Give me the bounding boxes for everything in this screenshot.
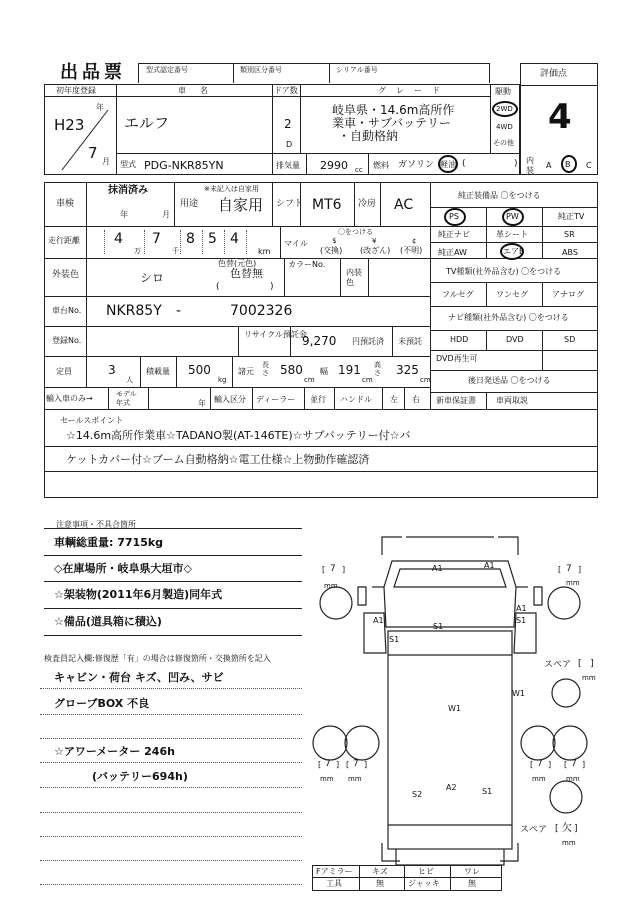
recycle-paid: 円預託済	[352, 337, 384, 346]
usage-label: 用途	[180, 199, 199, 209]
inspector-line-1: キャビン・荷台 キズ、凹み、サビ	[54, 671, 224, 684]
capacity-value: 3	[108, 363, 116, 377]
mileage-opt1-mark: $	[332, 237, 337, 245]
displacement-label: 排気量	[276, 161, 300, 170]
tire-fl-bracket-close: ]	[342, 565, 346, 574]
mark-s1-left: S1	[389, 635, 400, 644]
legend-v2: 無	[376, 879, 384, 888]
legend-h3: ヒビ	[418, 867, 434, 876]
inspection-year-unit: 年	[120, 210, 128, 219]
dims-label: 諸元	[238, 367, 254, 376]
fuel-paren-open: (	[462, 159, 466, 169]
mark-w1-right: W1	[512, 689, 525, 698]
import-label: 輸入車のみ→	[46, 394, 93, 403]
vehicle-diagram	[300, 525, 600, 870]
inspector-line-2: グローブBOX 不良	[54, 697, 150, 710]
mileage-label: 走行距離	[48, 236, 80, 245]
cc-unit: cc	[355, 166, 363, 174]
mileage-digit-1: 4	[114, 231, 123, 247]
equip-aw: 純正AW	[438, 248, 467, 257]
tire-fr-bracket: [	[558, 565, 562, 574]
aircon-value: AC	[394, 197, 414, 213]
tire-fr-value: 7	[566, 564, 572, 574]
height-cm: cm	[420, 376, 431, 384]
tire-rl2-bracket: [	[346, 760, 350, 769]
door-unit: D	[286, 140, 293, 149]
width-label: 幅	[320, 367, 328, 376]
car-name-label: 車名	[178, 86, 222, 95]
color-no-label: カラーNo.	[288, 260, 326, 269]
legend-v1: 工具	[326, 879, 342, 888]
drive-2wd: 2WD	[496, 105, 513, 113]
first-reg-year: H23	[54, 116, 85, 134]
tire-rr2-value: 7	[571, 759, 577, 769]
aftermarket-warranty: 新車保証書	[436, 396, 476, 405]
tire-rl2-bracket-close: ]	[364, 760, 368, 769]
chassis-dash: -	[176, 303, 182, 319]
spare1-bracket: [ ]	[578, 659, 594, 669]
navi-dvd: DVD	[506, 335, 524, 344]
height-label: 高さ	[374, 361, 381, 377]
chassis-number: 7002326	[230, 303, 293, 319]
mark-w1-center: W1	[448, 704, 461, 713]
repaint-value: 色替無	[230, 267, 263, 280]
length-cm: cm	[304, 376, 315, 384]
grade-line-1: 岐阜県・14.6m高所作	[332, 103, 455, 117]
equip-abs: ABS	[562, 248, 578, 257]
mileage-opt2-mark: ¥	[372, 237, 377, 245]
month-label: 月	[102, 157, 110, 166]
mark-s1-center: S1	[433, 622, 444, 631]
spare1-label: スペア	[544, 660, 572, 670]
form-title: 出品票	[60, 62, 126, 83]
tire-rl1-value: 7	[325, 759, 331, 769]
equip-tv: 純正TV	[558, 212, 585, 221]
import-class-label: 輸入区分	[214, 395, 246, 404]
handle-right: 右	[412, 395, 420, 404]
interior-color-label: 内装色	[346, 268, 362, 287]
load-unit: kg	[218, 376, 227, 384]
tv-title: TV種類(社外品含む) 〇をつける	[446, 267, 562, 276]
mileage-opt3: (不明)	[400, 246, 423, 255]
navi-dvd-play: DVD再生可	[436, 354, 478, 363]
tv-analog: アナログ	[552, 290, 584, 299]
spare2-unit: mm	[562, 839, 576, 847]
capacity-unit: 人	[126, 376, 133, 384]
spare2-bracket-open: [	[555, 824, 559, 834]
aircon-label: 冷房	[358, 199, 377, 209]
tire-rr1-bracket: [	[530, 760, 534, 769]
sales-points-line1: ☆14.6m高所作業車☆TADANO製(AT-146TE)☆サブバッテリー付☆バ	[66, 429, 411, 442]
rating-value: 4	[548, 97, 572, 137]
equipment-title: 純正装備品 〇をつける	[458, 191, 541, 200]
tire-rr2-bracket: [	[564, 760, 568, 769]
equip-pw: PW	[506, 212, 519, 221]
model-label: 型式	[120, 160, 136, 169]
drive-label: 駆動	[495, 87, 511, 96]
sales-points-label: セールスポイント	[60, 416, 124, 425]
legend-v3: ジャッキ	[408, 879, 440, 888]
km-unit: km	[258, 247, 271, 256]
equip-ps: PS	[449, 212, 459, 221]
tire-fl-value: 7	[330, 564, 336, 574]
length-value: 580	[280, 363, 303, 377]
equip-airbag: エアB	[503, 247, 525, 256]
legend-h2: キズ	[372, 867, 388, 876]
tire-rr2-bracket-close: ]	[582, 760, 586, 769]
length-label: 長さ	[262, 361, 269, 377]
note-line-2: ◇在庫場所・岐阜県大垣市◇	[54, 562, 192, 575]
mark-s1-right: S1	[516, 616, 527, 625]
equip-navi: 純正ナビ	[438, 230, 470, 239]
mileage-digit-4: 5	[208, 231, 217, 247]
shift-label: シフト	[276, 199, 304, 209]
spare2-value: 欠	[562, 823, 572, 834]
mileage-digit-5: 4	[230, 231, 239, 247]
drive-4wd: 4WD	[496, 123, 513, 131]
navi-title: ナビ種類(社外品含む) 〇をつける	[448, 313, 569, 322]
notes-label: 注意事項・不具合箇所	[56, 520, 136, 529]
mark-s2: S2	[412, 790, 423, 799]
load-value: 500	[188, 363, 211, 377]
tire-fr-unit: mm	[566, 579, 580, 587]
import-year-unit: 年	[198, 399, 206, 408]
mileage-digit-2: 7	[152, 231, 161, 247]
usage-note: ※未記入は自家用	[204, 185, 259, 193]
inspection-month-unit: 月	[162, 210, 170, 219]
handle-left: 左	[390, 395, 398, 404]
interior-a: A	[546, 161, 552, 170]
interior-label: 内装	[526, 156, 534, 175]
recycle-value: 9,270	[302, 334, 337, 348]
repaint-label: 色替(元色)	[218, 259, 257, 268]
mile-label: マイル	[284, 239, 308, 248]
mileage-digit-3: 8	[186, 231, 195, 247]
grade-line-3: ・自動格納	[338, 129, 399, 143]
mileage-opt1: (交換)	[320, 246, 343, 255]
inspector-line-5: (バッテリー694h)	[92, 770, 188, 783]
interior-c: C	[586, 161, 592, 170]
tire-rl1-bracket: [	[318, 760, 322, 769]
tire-rl1-bracket-close: ]	[336, 760, 340, 769]
doors-label: ドア数	[274, 86, 298, 95]
fuel-diesel: 軽油	[440, 160, 456, 169]
first-reg-label: 初年度登録	[56, 86, 96, 95]
note-line-3: ☆架装物(2011年6月製造)同年式	[54, 588, 223, 601]
tv-fullseg: フルセグ	[442, 290, 474, 299]
doors-value: 2	[284, 117, 292, 131]
fuel-gasoline: ガソリン	[398, 160, 435, 170]
inspection-value: 抹消済み	[108, 185, 148, 196]
spare2-bracket-close: ]	[574, 824, 578, 834]
navi-hdd: HDD	[450, 335, 469, 344]
car-name: エルフ	[124, 114, 170, 132]
rating-label: 評価点	[540, 69, 568, 79]
spare1-unit: mm	[582, 674, 596, 682]
year-label: 年	[96, 103, 104, 112]
mileage-opt3-mark: ¢	[412, 237, 417, 245]
handle-label: ハンドル	[340, 395, 372, 404]
mileage-sen: 千	[172, 247, 179, 255]
import-parallel: 並行	[310, 395, 326, 404]
serial-label: シリアル番号	[336, 66, 378, 74]
aftermarket-manual: 車両取説	[496, 396, 528, 405]
inspector-line-4: ☆アワーメーター 246h	[54, 745, 175, 758]
repaint-paren-open: (	[216, 282, 220, 292]
import-dealer: ディーラー	[256, 395, 296, 404]
tire-rl2-unit: mm	[348, 775, 362, 783]
exterior-label: 外装色	[52, 270, 80, 280]
legend-v4: 無	[468, 879, 476, 888]
inspection-label: 車検	[56, 199, 75, 209]
fuel-label: 燃料	[373, 161, 389, 170]
tire-rl1-unit: mm	[320, 775, 334, 783]
capacity-label: 定員	[56, 367, 72, 376]
mark-a1-top1: A1	[432, 564, 443, 573]
tire-fr-bracket-close: ]	[578, 565, 582, 574]
aftermarket-title: 後日発送品 〇をつける	[468, 376, 551, 385]
mileage-opt2: (改ざん)	[360, 246, 391, 255]
tire-fl-unit: mm	[324, 582, 338, 590]
load-label: 積載量	[146, 367, 170, 376]
width-value: 191	[338, 363, 361, 377]
sales-points-line2: ケットカバー付☆ブーム自動格納☆電工仕様☆上物動作確認済	[66, 453, 370, 466]
mark-s1-bottom: S1	[482, 787, 493, 796]
mileage-man: 万	[134, 247, 141, 255]
equip-sr: SR	[564, 230, 575, 239]
exterior-value: シロ	[140, 271, 165, 285]
fuel-paren-close: )	[514, 159, 518, 169]
tire-fl-bracket: [	[322, 565, 326, 574]
navi-sd: SD	[564, 335, 576, 344]
tire-rl2-value: 7	[353, 759, 359, 769]
tire-rr1-value: 7	[537, 759, 543, 769]
drive-other: その他	[493, 139, 514, 147]
tire-rr1-unit: mm	[532, 775, 546, 783]
tire-rr2-unit: mm	[566, 775, 580, 783]
width-cm: cm	[362, 376, 373, 384]
spare2-label: スペア	[520, 825, 548, 835]
mileage-circle-note: 〇をつける	[338, 228, 373, 236]
height-value: 325	[396, 363, 419, 377]
recycle-label: リサイクル預託金	[244, 330, 307, 339]
mark-a1-right: A1	[516, 604, 527, 613]
usage-value: 自家用	[218, 196, 264, 214]
mark-a1-top2: A1	[484, 561, 495, 570]
equip-leather: 革シート	[496, 230, 528, 239]
repaint-paren-close: )	[270, 282, 274, 292]
grade-line-2: 業車・サブバッテリー	[332, 116, 452, 130]
chassis-label: 車台No.	[52, 306, 82, 315]
displacement-value: 2990	[320, 159, 348, 172]
recycle-unpaid: 未預託	[398, 337, 422, 346]
note-line-1: 車輌総重量: 7715kg	[54, 536, 164, 549]
tire-rr1-bracket-close: ]	[548, 760, 552, 769]
first-reg-month: 7	[88, 144, 98, 162]
model-year-label: モデル年式	[116, 390, 137, 407]
registration-label: 登録No.	[52, 336, 82, 345]
mark-a2: A2	[446, 783, 457, 792]
mark-a1-left: A1	[373, 616, 384, 625]
model-value: PDG-NKR85YN	[144, 159, 224, 172]
legend-h1: Fアミラー	[316, 867, 353, 876]
tv-oneseg: ワンセグ	[496, 290, 528, 299]
shift-value: MT6	[312, 197, 342, 213]
legend-h4: ワレ	[464, 867, 480, 876]
class-label: 類別区分番号	[240, 66, 282, 74]
note-line-4: ☆備品(道具箱に積込)	[54, 615, 162, 628]
interior-b: B	[565, 160, 571, 169]
type-cert-label: 型式認定番号	[146, 66, 188, 74]
chassis-prefix: NKR85Y	[106, 303, 162, 319]
inspector-label: 検査員記入欄:修復歴「有」の場合は修復箇所・交換箇所を記入	[44, 654, 271, 663]
grade-label: グレード	[378, 86, 450, 95]
